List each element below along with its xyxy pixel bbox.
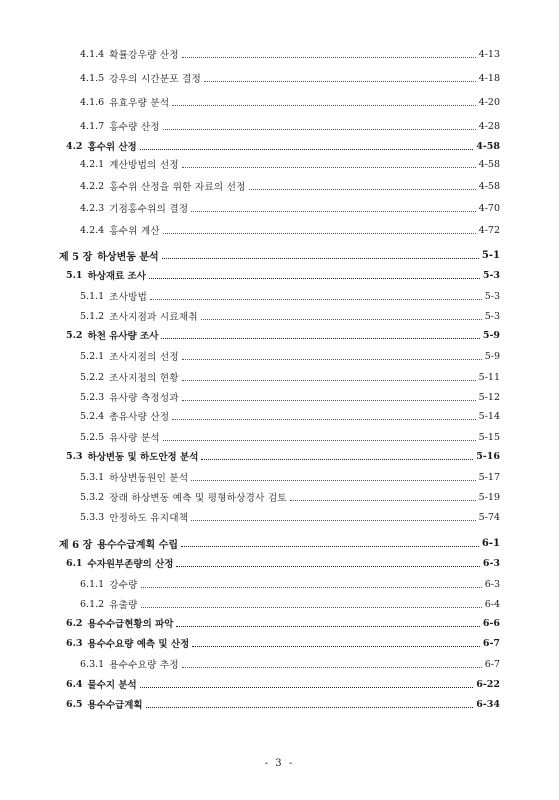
dot-leader — [191, 520, 475, 521]
toc-entry-number: 4.1.7 — [80, 120, 105, 132]
dot-leader — [176, 626, 479, 627]
toc-entry — [80, 369, 500, 385]
toc-entry-page: 5-3 — [482, 269, 500, 281]
dot-leader — [163, 440, 476, 441]
toc-entry — [80, 94, 500, 110]
toc-entry-number: 4.2.2 — [80, 180, 105, 192]
toc-entry — [66, 448, 500, 464]
toc-entry — [66, 696, 500, 712]
toc-entry-page: 6-22 — [476, 678, 500, 690]
toc-entry-title: 용수수급계획 — [87, 700, 143, 711]
dot-leader — [192, 646, 480, 647]
toc-entry-title: 계산방법의 선정 — [109, 160, 179, 171]
toc-entry-page: 4-20 — [478, 96, 500, 108]
toc-entry-number: 4.2.3 — [80, 202, 105, 214]
toc-entry — [66, 555, 500, 571]
toc-entry — [66, 267, 500, 283]
toc-entry-title: 유사량 측정성과 — [109, 393, 179, 404]
toc-entry-number: 6.2 — [66, 617, 83, 629]
dot-leader — [172, 419, 475, 420]
dot-leader — [182, 359, 482, 360]
toc-entry-number: 6.3.1 — [80, 658, 105, 670]
dot-leader — [182, 380, 476, 381]
toc-entry-page: 4-58 — [476, 140, 500, 152]
toc-entry-title: 물수지 분석 — [87, 680, 137, 691]
toc-entry-title: 하상변동 및 하도안정 분석 — [87, 452, 199, 463]
toc-entry-page: 4-72 — [478, 224, 500, 236]
toc-entry-page: 6-1 — [481, 537, 500, 549]
toc-entry-title: 조사지점과 시료채취 — [109, 312, 198, 323]
toc-entry — [80, 656, 500, 672]
dot-leader — [146, 707, 474, 708]
toc-entry — [80, 408, 500, 424]
toc-entry-page: 5-9 — [484, 350, 500, 362]
dot-leader — [161, 338, 479, 339]
toc-entry-number: 5.2.4 — [80, 410, 105, 422]
toc-entry-page: 4-70 — [478, 202, 500, 214]
toc-entry-page: 5-19 — [478, 491, 500, 503]
toc-entry — [80, 429, 500, 445]
toc-entry-number: 5.1.1 — [80, 290, 105, 302]
dot-leader — [201, 459, 473, 460]
dot-leader — [172, 105, 475, 106]
toc-entry-title: 하상변동원인 분석 — [109, 473, 189, 484]
toc-entry — [80, 596, 500, 612]
toc-entry — [80, 348, 500, 364]
dot-leader — [176, 566, 479, 567]
toc-entry-title: 강우의 시간분포 결정 — [109, 74, 202, 85]
toc-entry-page: 5-12 — [478, 391, 500, 403]
toc-entry-page: 5-14 — [478, 410, 500, 422]
dot-leader — [140, 149, 473, 150]
dot-leader — [162, 258, 479, 259]
toc-entry-page: 5-15 — [478, 431, 500, 443]
toc-entry-number: 5.2.1 — [80, 350, 105, 362]
dot-leader — [290, 500, 476, 501]
toc-entry-page: 5-3 — [484, 310, 500, 322]
toc-entry — [66, 635, 500, 651]
toc-entry — [59, 535, 500, 551]
toc-entry-page: 6-3 — [482, 557, 500, 569]
toc-entry-number: 5.3 — [66, 450, 83, 462]
toc-entry-title: 하천 유사량 조사 — [87, 331, 159, 342]
toc-entry — [80, 70, 500, 86]
dot-leader — [141, 587, 482, 588]
dot-leader — [182, 57, 476, 58]
toc-entry-number: 4.1.4 — [80, 48, 105, 60]
toc-entry — [66, 138, 500, 154]
toc-entry-number: 5.2.2 — [80, 371, 105, 383]
toc-entry-page: 6-7 — [484, 658, 500, 670]
toc-entry — [80, 509, 500, 525]
toc-entry-title: 기점홍수위의 결정 — [109, 204, 189, 215]
toc-entry-page: 5-9 — [482, 329, 500, 341]
toc-entry-page: 5-11 — [478, 371, 500, 383]
dot-leader — [140, 687, 473, 688]
toc-entry-page: 6-7 — [482, 637, 500, 649]
toc-entry-number: 6.1.1 — [80, 578, 105, 590]
toc-entry — [66, 676, 500, 692]
toc-entry-title: 하상재료 조사 — [87, 271, 146, 282]
dot-leader — [150, 299, 482, 300]
toc-entry-number: 5.2.5 — [80, 431, 105, 443]
toc-entry-title: 총유사량 산정 — [109, 412, 170, 423]
dot-leader — [191, 211, 475, 212]
dot-leader — [201, 319, 482, 320]
toc-entry-page: 4-18 — [478, 72, 500, 84]
toc-entry — [80, 576, 500, 592]
toc-entry-title: 조사지점의 선정 — [109, 352, 179, 363]
toc-entry — [80, 469, 500, 485]
toc-entry-title: 홍수위 계산 — [109, 226, 160, 237]
toc-entry-title: 강수량 — [109, 580, 138, 591]
toc-entry — [80, 200, 500, 216]
toc-entry-number: 5.2 — [66, 329, 83, 341]
page-number: - 3 - — [264, 758, 295, 769]
toc-entry — [80, 222, 500, 238]
toc-entry-page: 5-17 — [478, 471, 500, 483]
dot-leader — [182, 167, 476, 168]
dot-leader — [181, 546, 479, 547]
toc-entry-number: 6.4 — [66, 678, 83, 690]
toc-entry-number: 4.1.6 — [80, 96, 105, 108]
toc-entry-title: 유출량 — [109, 600, 138, 611]
toc-entry-title: 유효우량 분석 — [109, 98, 170, 109]
toc-entry-page: 6-6 — [482, 617, 500, 629]
toc-entry-page: 6-34 — [476, 698, 500, 710]
toc-entry-title: 안정하도 유지대책 — [109, 513, 189, 524]
dot-leader — [191, 480, 475, 481]
toc-entry-title: 용수수급현황의 파악 — [87, 619, 174, 630]
toc-entry-title: 용수수급계획 수립 — [97, 539, 179, 551]
toc-entry-page: 6-4 — [484, 598, 500, 610]
dot-leader — [182, 667, 482, 668]
toc-entry-title: 유사량 분석 — [109, 433, 160, 444]
toc-entry-number: 6.1.2 — [80, 598, 105, 610]
toc-entry-number: 4.2.4 — [80, 224, 105, 236]
toc-entry — [80, 389, 500, 405]
toc-entry-number: 5.3.2 — [80, 491, 105, 503]
toc-entry-page: 6-3 — [484, 578, 500, 590]
toc-entry — [59, 247, 500, 263]
toc-entry-title: 홍수량 산정 — [109, 122, 160, 133]
toc-entry-number: 4.2 — [66, 140, 83, 152]
toc-entry-number: 6.5 — [66, 698, 83, 710]
toc-entry — [80, 46, 500, 62]
toc-entry-page: 4-58 — [478, 158, 500, 170]
toc-entry-number: 6.3 — [66, 637, 83, 649]
toc-entry-title: 조사방법 — [109, 292, 148, 303]
toc-entry — [80, 489, 500, 505]
toc-entry-page: 5-16 — [476, 450, 500, 462]
toc-entry-page: 5-3 — [484, 290, 500, 302]
toc-entry — [66, 327, 500, 343]
toc-entry-number: 5.2.3 — [80, 391, 105, 403]
toc-entry — [66, 615, 500, 631]
toc-entry-number: 5.3.1 — [80, 471, 105, 483]
toc-entry-page: 4-58 — [478, 180, 500, 192]
toc-entry — [80, 118, 500, 134]
toc-entry-number: 5.1 — [66, 269, 83, 281]
toc-entry-page: 5-1 — [481, 249, 500, 261]
toc-entry-title: 조사지점의 현황 — [109, 373, 179, 384]
toc-entry-number: 4.2.1 — [80, 158, 105, 170]
toc-entry-number: 제 5 장 — [59, 251, 93, 263]
toc-entry-title: 확률강우량 산정 — [109, 50, 179, 61]
toc-entry-number: 6.1 — [66, 557, 83, 569]
toc-entry-title: 용수수요량 추정 — [109, 660, 179, 671]
toc-entry-page: 4-13 — [478, 48, 500, 60]
toc-entry-number: 제 6 장 — [59, 539, 93, 551]
toc-entry-page: 5-74 — [478, 511, 500, 523]
toc-entry-title: 용수수요량 예측 및 산정 — [87, 639, 190, 650]
dot-leader — [163, 129, 476, 130]
dot-leader — [182, 400, 476, 401]
dot-leader — [204, 81, 476, 82]
dot-leader — [163, 233, 476, 234]
toc-entry — [80, 288, 500, 304]
toc-entry — [80, 178, 500, 194]
toc-entry-title: 장래 하상변동 예측 및 평형하상경사 검토 — [109, 493, 287, 504]
toc-entry-title: 수자원부존량의 산정 — [87, 559, 174, 570]
toc-entry-title: 홍수위 산정을 위한 자료의 선정 — [109, 182, 246, 193]
dot-leader — [141, 607, 482, 608]
toc-entry-page: 4-28 — [478, 120, 500, 132]
toc-entry-number: 5.3.3 — [80, 511, 105, 523]
toc-entry-number: 4.1.5 — [80, 72, 105, 84]
toc-entry-title: 하상변동 분석 — [97, 251, 159, 263]
toc-entry-title: 홍수위 산정 — [87, 142, 137, 153]
toc-entry — [80, 156, 500, 172]
dot-leader — [249, 189, 476, 190]
toc-entry — [80, 308, 500, 324]
toc-entry-number: 5.1.2 — [80, 310, 105, 322]
dot-leader — [149, 278, 480, 279]
